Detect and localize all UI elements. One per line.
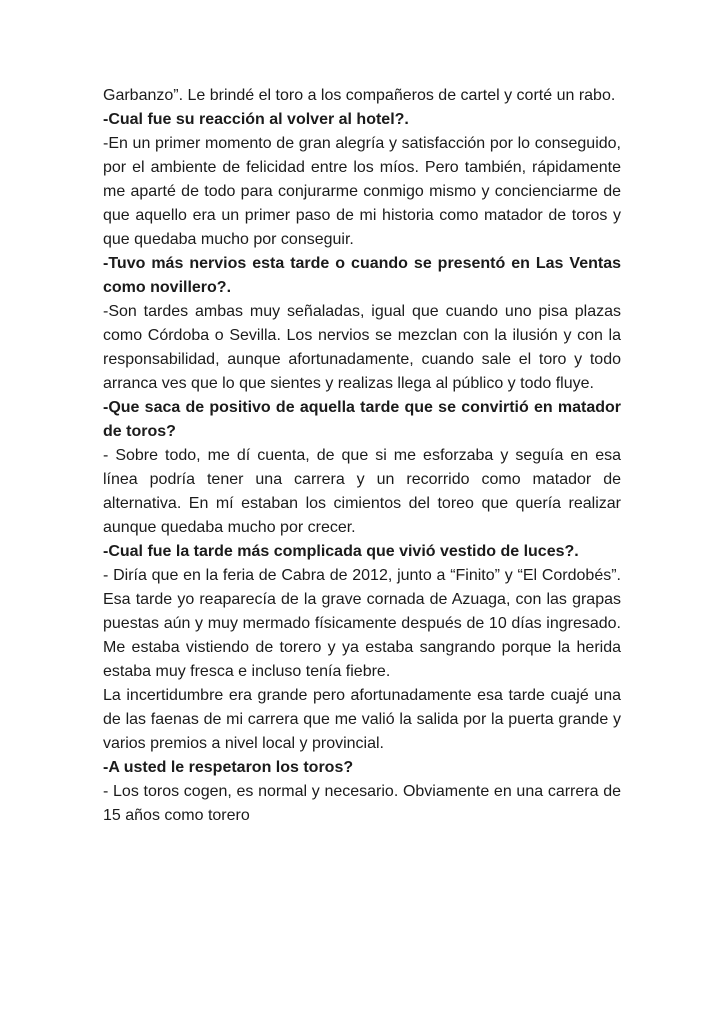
paragraph-answer: - Sobre todo, me dí cuenta, de que si me esforzaba y seguía en esa línea podría tener una carrera y un recorrido como matador de alternativa. En mí estaban los cimientos del toreo que quería realizar aunque quedaba mucho por crecer. [103,447,621,536]
paragraph-question: -Que saca de positivo de aquella tarde que se convirtió en matador de toros? [103,399,621,440]
paragraph-question: -Tuvo más nervios esta tarde o cuando se presentó en Las Ventas como novillero?. [103,255,621,296]
paragraph-question: -Cual fue la tarde más complicada que vivió vestido de luces?. [103,543,579,560]
paragraph-answer: Garbanzo”. Le brindé el toro a los compañeros de cartel y corté un rabo. [103,87,616,104]
paragraph-answer: - Los toros cogen, es normal y necesario. Obviamente en una carrera de 15 años como torero [103,783,621,824]
paragraph-answer: La incertidumbre era grande pero afortunadamente esa tarde cuajé una de las faenas de mi carrera que me valió la salida por la puerta grande y varios premios a nivel local y provincial. [103,687,621,752]
paragraph-question: -Cual fue su reacción al volver al hotel?. [103,111,409,128]
paragraph-question: -A usted le respetaron los toros? [103,759,354,776]
paragraph-answer: -En un primer momento de gran alegría y satisfacción por lo conseguido, por el ambiente de felicidad entre los míos. Pero también, rápidamente me aparté de todo para conjurarme conmigo mismo y concienciarme de que aquello era un primer paso de mi historia como matador de toros y que quedaba mucho por conseguir. [103,135,621,248]
paragraph-answer: -Son tardes ambas muy señaladas, igual que cuando uno pisa plazas como Córdoba o Sevilla. Los nervios se mezclan con la ilusión y con la responsabilidad, aunque afortunadamente, cuando sale el toro y todo arranca ves que lo que sientes y realizas llega al público y todo fluye. [103,303,621,392]
paragraph-answer: - Diría que en la feria de Cabra de 2012, junto a “Finito” y “El Cordobés”. Esa tarde yo reaparecía de la grave cornada de Azuaga, con las grapas puestas aún y muy mermado físicamente después de 10 días ingresado. Me estaba vistiendo de torero y ya estaba sangrando porque la herida estaba muy fresca e incluso tenía fiebre. [103,567,621,680]
interview-text-block [103,84,621,828]
